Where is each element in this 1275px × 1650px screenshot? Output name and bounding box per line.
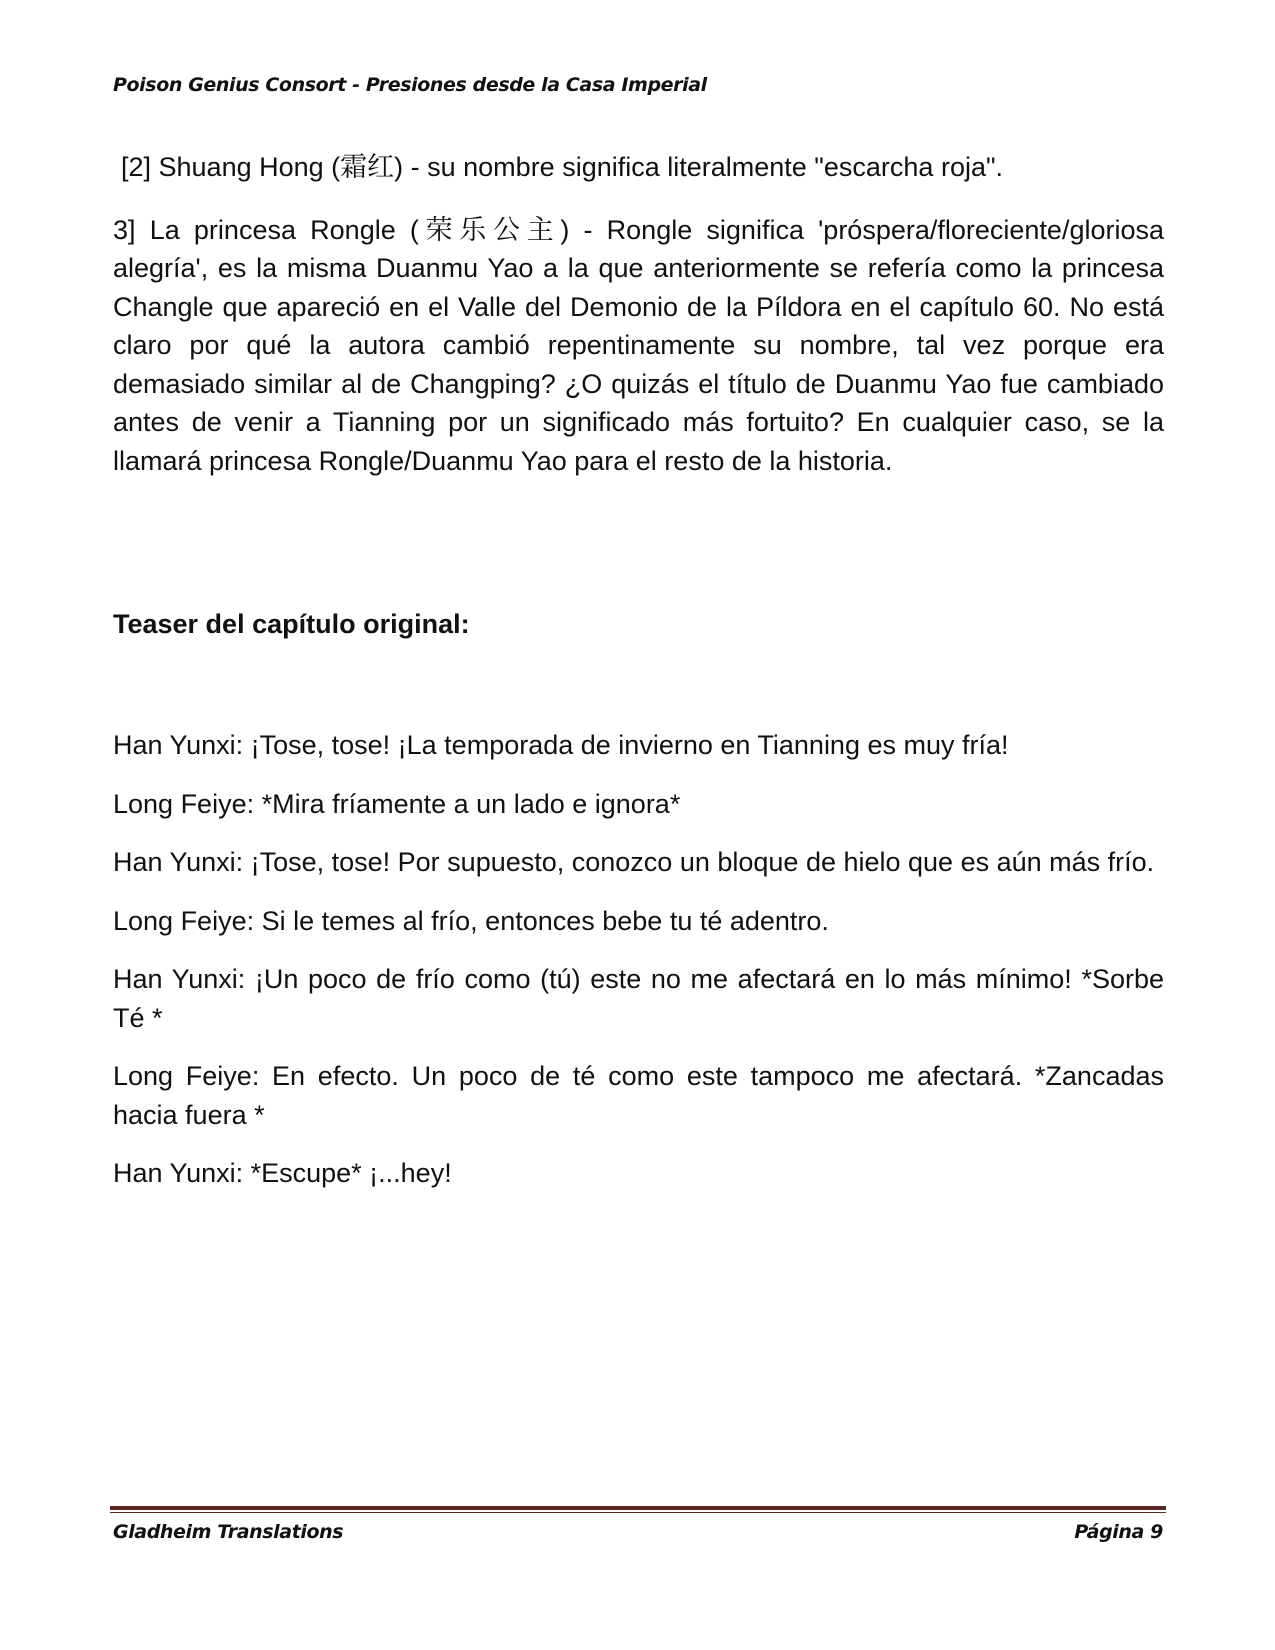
footnotes [113,148,1164,480]
dialogue-line: Han Yunxi: ¡Tose, tose! Por supuesto, conozco un bloque de hielo que es aún más frío. [113,847,1155,877]
dialogue-line: Han Yunxi: ¡Un poco de frío como (tú) este no me afectará en lo más mínimo! *Sorbe Té * [113,964,1164,1033]
dialogue-line: Han Yunxi: ¡Tose, tose! ¡La temporada de invierno en Tianning es muy fría! [113,730,1009,760]
page-header-title: Poison Genius Consort - Presiones desde la Casa Imperial [113,74,707,96]
teaser-heading: Teaser del capítulo original: [113,609,470,639]
footer-divider-thin [110,1512,1166,1513]
dialogue-line: Long Feiye: *Mira fríamente a un lado e ignora* [113,788,681,819]
footnote-3: 3] La princesa Rongle (荣乐公主) - Rongle significa 'próspera/floreciente/gloriosa alegría', es la misma Duanmu Yao a la que anteriormente se refería como la princesa Changle que apareció en el Valle del Demonio de la Píldora en el capítulo 60. No está claro por qué la autora cambió repentinamente su nombre, tal vez porque era demasiado similar al de Changping? ¿O quizás el título de Duanmu Yao fue cambiado antes de venir a Tianning por un significado más fortuito? En cualquier caso, se la llamará princesa Rongle/Duanmu Yao para el resto de la historia. [113,214,1164,476]
dialogue-line: Long Feiye: Si le temes al frío, entonces bebe tu té adentro. [113,905,829,936]
footer-page-number: Página 9 [1074,1521,1163,1543]
footnote-2: [2] Shuang Hong (霜红) - su nombre significa literalmente "escarcha roja". [121,152,1004,182]
dialogue-line: Han Yunxi: *Escupe* ¡...hey! [113,1158,452,1188]
footer-publisher: Gladheim Translations [113,1521,344,1543]
teaser-dialogue [113,726,1164,1213]
dialogue-line: Long Feiye: En efecto. Un poco de té como este tampoco me afectará. *Zancadas hacia fuera * [113,1061,1164,1130]
footer-divider [110,1506,1166,1510]
